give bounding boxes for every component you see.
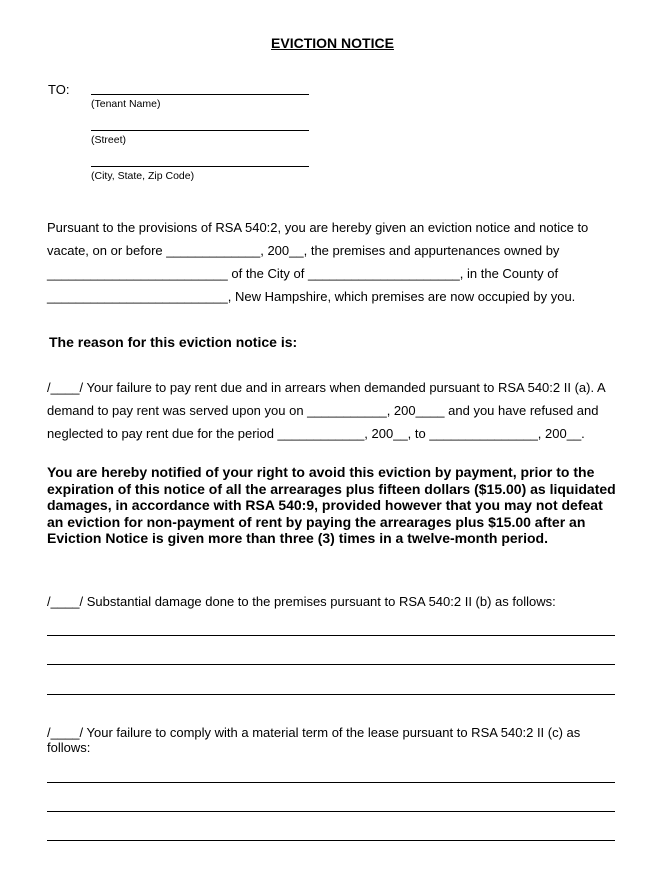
- reason-b-line-1[interactable]: [47, 635, 615, 636]
- notice-line-3: _________________________ of the City of _____________________, in the County of: [47, 266, 559, 281]
- reason-a-line-1: /____/ Your failure to pay rent due and in arrears when demanded pursuant to RSA 540:2 II (a). A: [47, 380, 606, 395]
- reason-heading: The reason for this eviction notice is:: [49, 334, 298, 350]
- page-title: EVICTION NOTICE: [271, 35, 394, 51]
- to-label: TO:: [48, 82, 70, 97]
- street-caption: (Street): [91, 134, 127, 146]
- reason-a-line-2: demand to pay rent was served upon you on ___________, 200____ and you have refused and: [47, 403, 599, 418]
- city-state-zip-line[interactable]: [91, 166, 309, 167]
- street-line[interactable]: [91, 130, 309, 131]
- reason-b-line-3[interactable]: [47, 694, 615, 695]
- tenant-name-caption: (Tenant Name): [91, 98, 161, 110]
- reason-c-line-3-blank[interactable]: [47, 840, 615, 841]
- reason-b-text: /____/ Substantial damage done to the premises pursuant to RSA 540:2 II (b) as follows:: [47, 594, 556, 609]
- city-state-zip-caption: (City, State, Zip Code): [91, 170, 195, 182]
- tenant-name-line[interactable]: [91, 94, 309, 95]
- payment-notification: You are hereby notified of your right to avoid this eviction by payment, prior to the expiration of this notice of all the arrearages plus fifteen dollars ($15.00) as liquidated damages, in accordance with RSA 540:9, provided however that you may not defeat an eviction for non-payment of rent by paying the arrearages plus $15.00 after an Eviction Notice is given more than three (3) times in a twelve-month period.: [47, 464, 616, 547]
- notice-line-1: Pursuant to the provisions of RSA 540:2, you are hereby given an eviction notice and notice to: [47, 220, 589, 235]
- notice-line-2: vacate, on or before _____________, 200__, the premises and appurtenances owned by: [47, 243, 560, 258]
- reason-a-line-3: neglected to pay rent due for the period ____________, 200__, to _______________, 200__.: [47, 426, 585, 441]
- reason-c-line-1-blank[interactable]: [47, 782, 615, 783]
- reason-c-line-1: /____/ Your failure to comply with a material term of the lease pursuant to RSA 540:2 II (c) as: [47, 725, 581, 740]
- reason-b-line-2[interactable]: [47, 664, 615, 665]
- notice-line-4: _________________________, New Hampshire, which premises are now occupied by you.: [47, 289, 576, 304]
- reason-c-line-2: follows:: [47, 740, 91, 755]
- reason-c-line-2-blank[interactable]: [47, 811, 615, 812]
